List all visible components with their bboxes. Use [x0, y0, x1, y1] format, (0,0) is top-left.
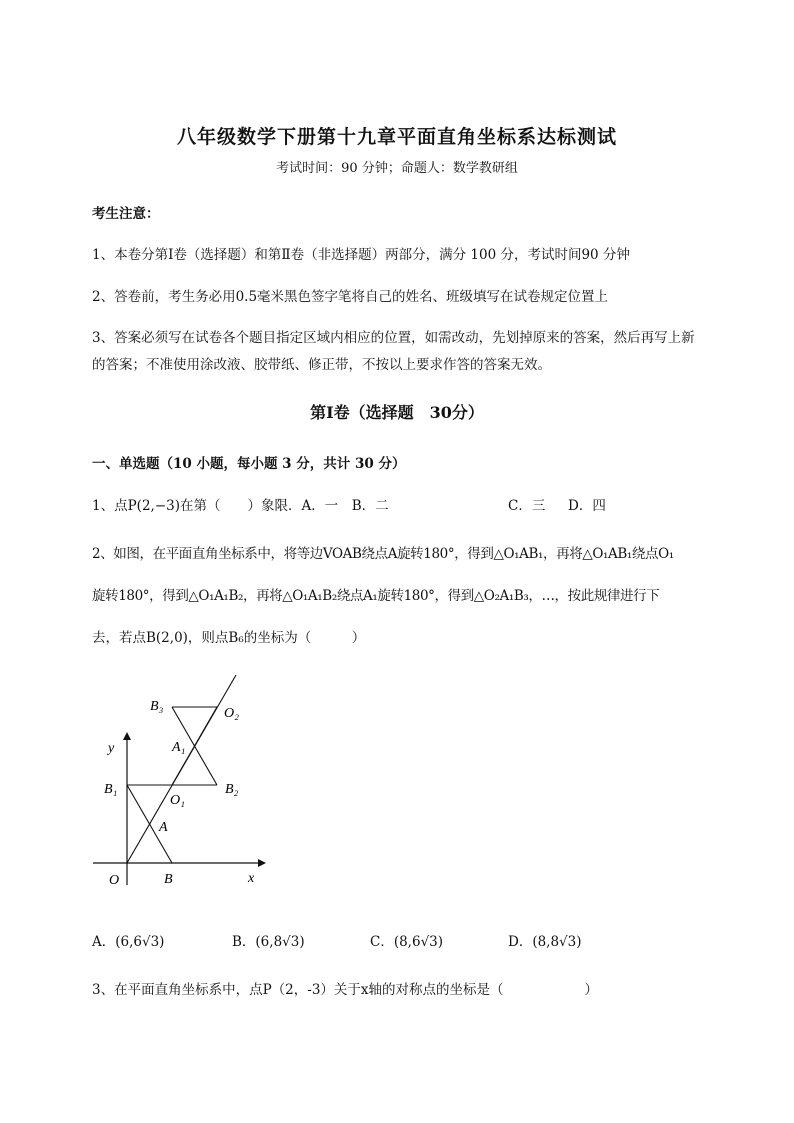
section-title: 第Ⅰ卷（选择题 30分） — [310, 403, 484, 422]
page-title: 八年级数学下册第十九章平面直角坐标系达标测试 — [176, 126, 617, 148]
question-2-option-a: A．(6,6√3) — [92, 934, 165, 950]
notice-item-1: 1、本卷分第Ⅰ卷（选择题）和第Ⅱ卷（非选择题）两部分，满分 100 分，考试时间90 分钟 — [92, 247, 630, 263]
question-1: 1、点P(2,−3)在第（ ）象限．A．一 B．二 — [92, 498, 389, 514]
rotation-figure — [80, 660, 280, 900]
question-2-option-d: D．(8,8√3) — [508, 934, 582, 950]
label-b3: B₃ — [150, 699, 164, 714]
question-2-line-1: 2、如图，在平面直角坐标系中，将等边VOAB绕点A旋转180°，得到△O₁AB₁，再将△O₁AB₁绕点O₁ — [92, 546, 674, 562]
notice-item-3-line-2: 的答案；不准使用涂改液、胶带纸、修正带，不按以上要求作答的答案无效。 — [92, 357, 551, 373]
part-heading: 一、单选题（10 小题，每小题 3 分，共计 30 分） — [92, 456, 406, 472]
label-o1: O₁ — [170, 793, 185, 808]
label-y: y — [108, 741, 115, 756]
label-a: A — [159, 820, 168, 835]
label-b1: B₁ — [104, 782, 118, 797]
notice-item-3-line-1: 3、答案必须写在试卷各个题目指定区域内相应的位置，如需改动，先划掉原来的答案，然后再写上新 — [92, 330, 695, 346]
question-3: 3、在平面直角坐标系中，点P（2，-3）关于x轴的对称点的坐标是（ ） — [92, 982, 599, 998]
question-2-line-3: 去，若点B(2,0)，则点B₆的坐标为（ ） — [92, 630, 366, 646]
y-axis-arrow — [123, 732, 131, 740]
label-x: x — [248, 871, 255, 886]
notice-heading: 考生注意： — [92, 206, 160, 222]
question-2-line-2: 旋转180°，得到△O₁A₁B₂，再将△O₁A₁B₂绕点A₁旋转180°，得到△O₂A₁B₃，…，按此规律进行下 — [92, 588, 660, 604]
question-2-option-c: C．(8,6√3) — [370, 934, 444, 950]
label-o2: O₂ — [224, 706, 239, 721]
notice-item-2: 2、答卷前，考生务必用0.5毫米黑色签字笔将自己的姓名、班级填写在试卷规定位置上 — [92, 289, 609, 305]
label-b2: B₂ — [225, 782, 239, 797]
question-2-option-b: B．(6,8√3) — [232, 934, 305, 950]
exam-info: 考试时间：90 分钟；命题人：数学教研组 — [276, 161, 518, 176]
x-axis-arrow — [258, 859, 266, 867]
question-1-option-c: C．三 — [508, 498, 546, 514]
label-o: O — [109, 873, 120, 888]
label-b: B — [164, 872, 173, 887]
label-a1: A₁ — [172, 740, 186, 755]
question-1-option-d: D．四 — [568, 498, 606, 514]
